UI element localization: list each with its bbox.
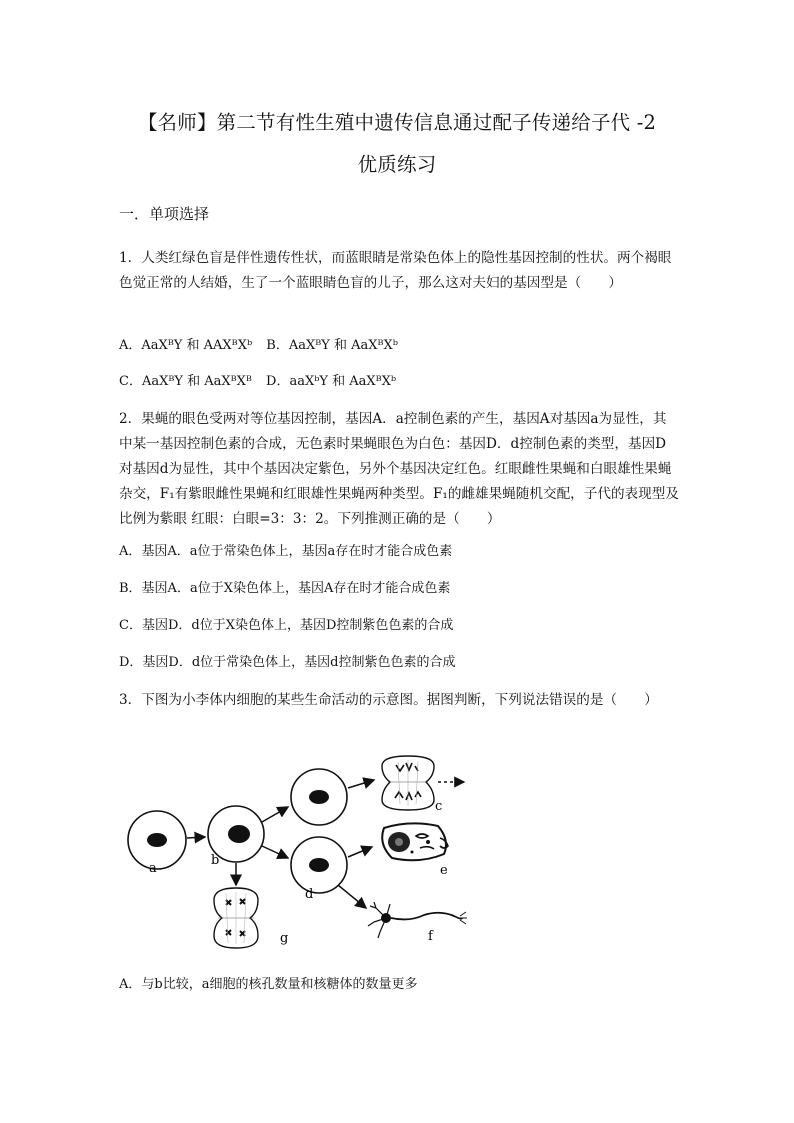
question-1-options-row-1 bbox=[119, 336, 679, 356]
cell-e-differentiated bbox=[382, 823, 448, 860]
label-e: e bbox=[440, 863, 448, 878]
question-1-stem: 1．人类红绿色盲是伴性遗传性状，而蓝眼睛是常染色体上的隐性基因控制的性状。两个褐眼色觉正常的人结婚，生了一个蓝眼睛色盲的儿子，那么这对夫妇的基因型是（ ） bbox=[119, 250, 672, 291]
cell-f-neuron bbox=[368, 902, 467, 938]
arrow-d-to-e bbox=[348, 847, 372, 857]
cell-upper bbox=[291, 769, 347, 825]
label-g: g bbox=[280, 931, 289, 946]
q1-option-c[interactable]: C．AaXᴮY 和 AaXᴮXᴮ bbox=[119, 374, 252, 389]
q3-option-a[interactable]: A．与b比较，a细胞的核孔数量和核糖体的数量更多 bbox=[119, 977, 418, 992]
label-d: d bbox=[305, 887, 314, 902]
cell-g-dividing bbox=[214, 888, 258, 948]
label-b: b bbox=[211, 853, 220, 868]
arrow-a-to-b bbox=[187, 837, 205, 838]
question-2-stem: 2．果蝇的眼色受两对等位基因控制，基因A．a控制色素的产生，基因A对基因a为显性，其中某一基因控制色素的合成，无色素时果蝇眼色为白色：基因D．d控制色素的类型，基因D对基因d为显性，其中个基因决定紫色，另外个基因决定红色。红眼雌性果蝇和白眼雄性果蝇杂交，F₁有紫眼雌性果蝇和红眼雄性果蝇两种类型。F₁的雌雄果蝇随机交配，子代的表现型及比例为紫眼 红眼：白眼=3：3：2。下列推测正确的是（ ） bbox=[119, 411, 679, 527]
arrow-b-to-d bbox=[262, 846, 288, 858]
q2-option-d[interactable]: D．基因D．d位于常染色体上，基因d控制紫色色素的合成 bbox=[119, 655, 456, 670]
arrow-b-to-upper bbox=[262, 807, 288, 822]
label-f: f bbox=[428, 929, 433, 944]
q1-option-d[interactable]: D．aaXᵇY 和 AaXᴮXᵇ bbox=[266, 374, 397, 389]
title-line-1: 【名师】第二节有性生殖中遗传信息通过配子传递给子代 -2 bbox=[137, 111, 657, 134]
q1-option-b[interactable]: B．AaXᴮY 和 AaXᴮXᵇ bbox=[266, 338, 398, 353]
label-c: c bbox=[435, 799, 443, 814]
q2-option-c[interactable]: C．基因D．d位于X染色体上，基因D控制紫色色素的合成 bbox=[119, 618, 454, 633]
q1-option-a[interactable]: A．AaXᴮY 和 AAXᴮXᵇ bbox=[119, 338, 253, 353]
arrow-upper-to-c bbox=[348, 780, 374, 788]
cell-a bbox=[128, 811, 186, 869]
label-a: a bbox=[149, 861, 157, 876]
section-heading: 一．单项选择 bbox=[119, 205, 210, 223]
cell-life-activity-figure bbox=[110, 750, 490, 955]
question-1-options-row-2 bbox=[119, 372, 679, 392]
question-3-stem: 3．下图为小李体内细胞的某些生命活动的示意图。据图判断，下列说法错误的是（ ） bbox=[119, 692, 658, 708]
arrow-d-to-f bbox=[338, 885, 366, 908]
q2-option-b[interactable]: B．基因A．a位于X染色体上，基因A存在时才能合成色素 bbox=[119, 581, 451, 596]
document-title bbox=[110, 102, 684, 186]
q2-option-a[interactable]: A．基因A．a位于常染色体上，基因a存在时才能合成色素 bbox=[119, 544, 453, 559]
title-line-2: 优质练习 bbox=[357, 153, 437, 176]
cell-c-dividing bbox=[382, 756, 434, 810]
